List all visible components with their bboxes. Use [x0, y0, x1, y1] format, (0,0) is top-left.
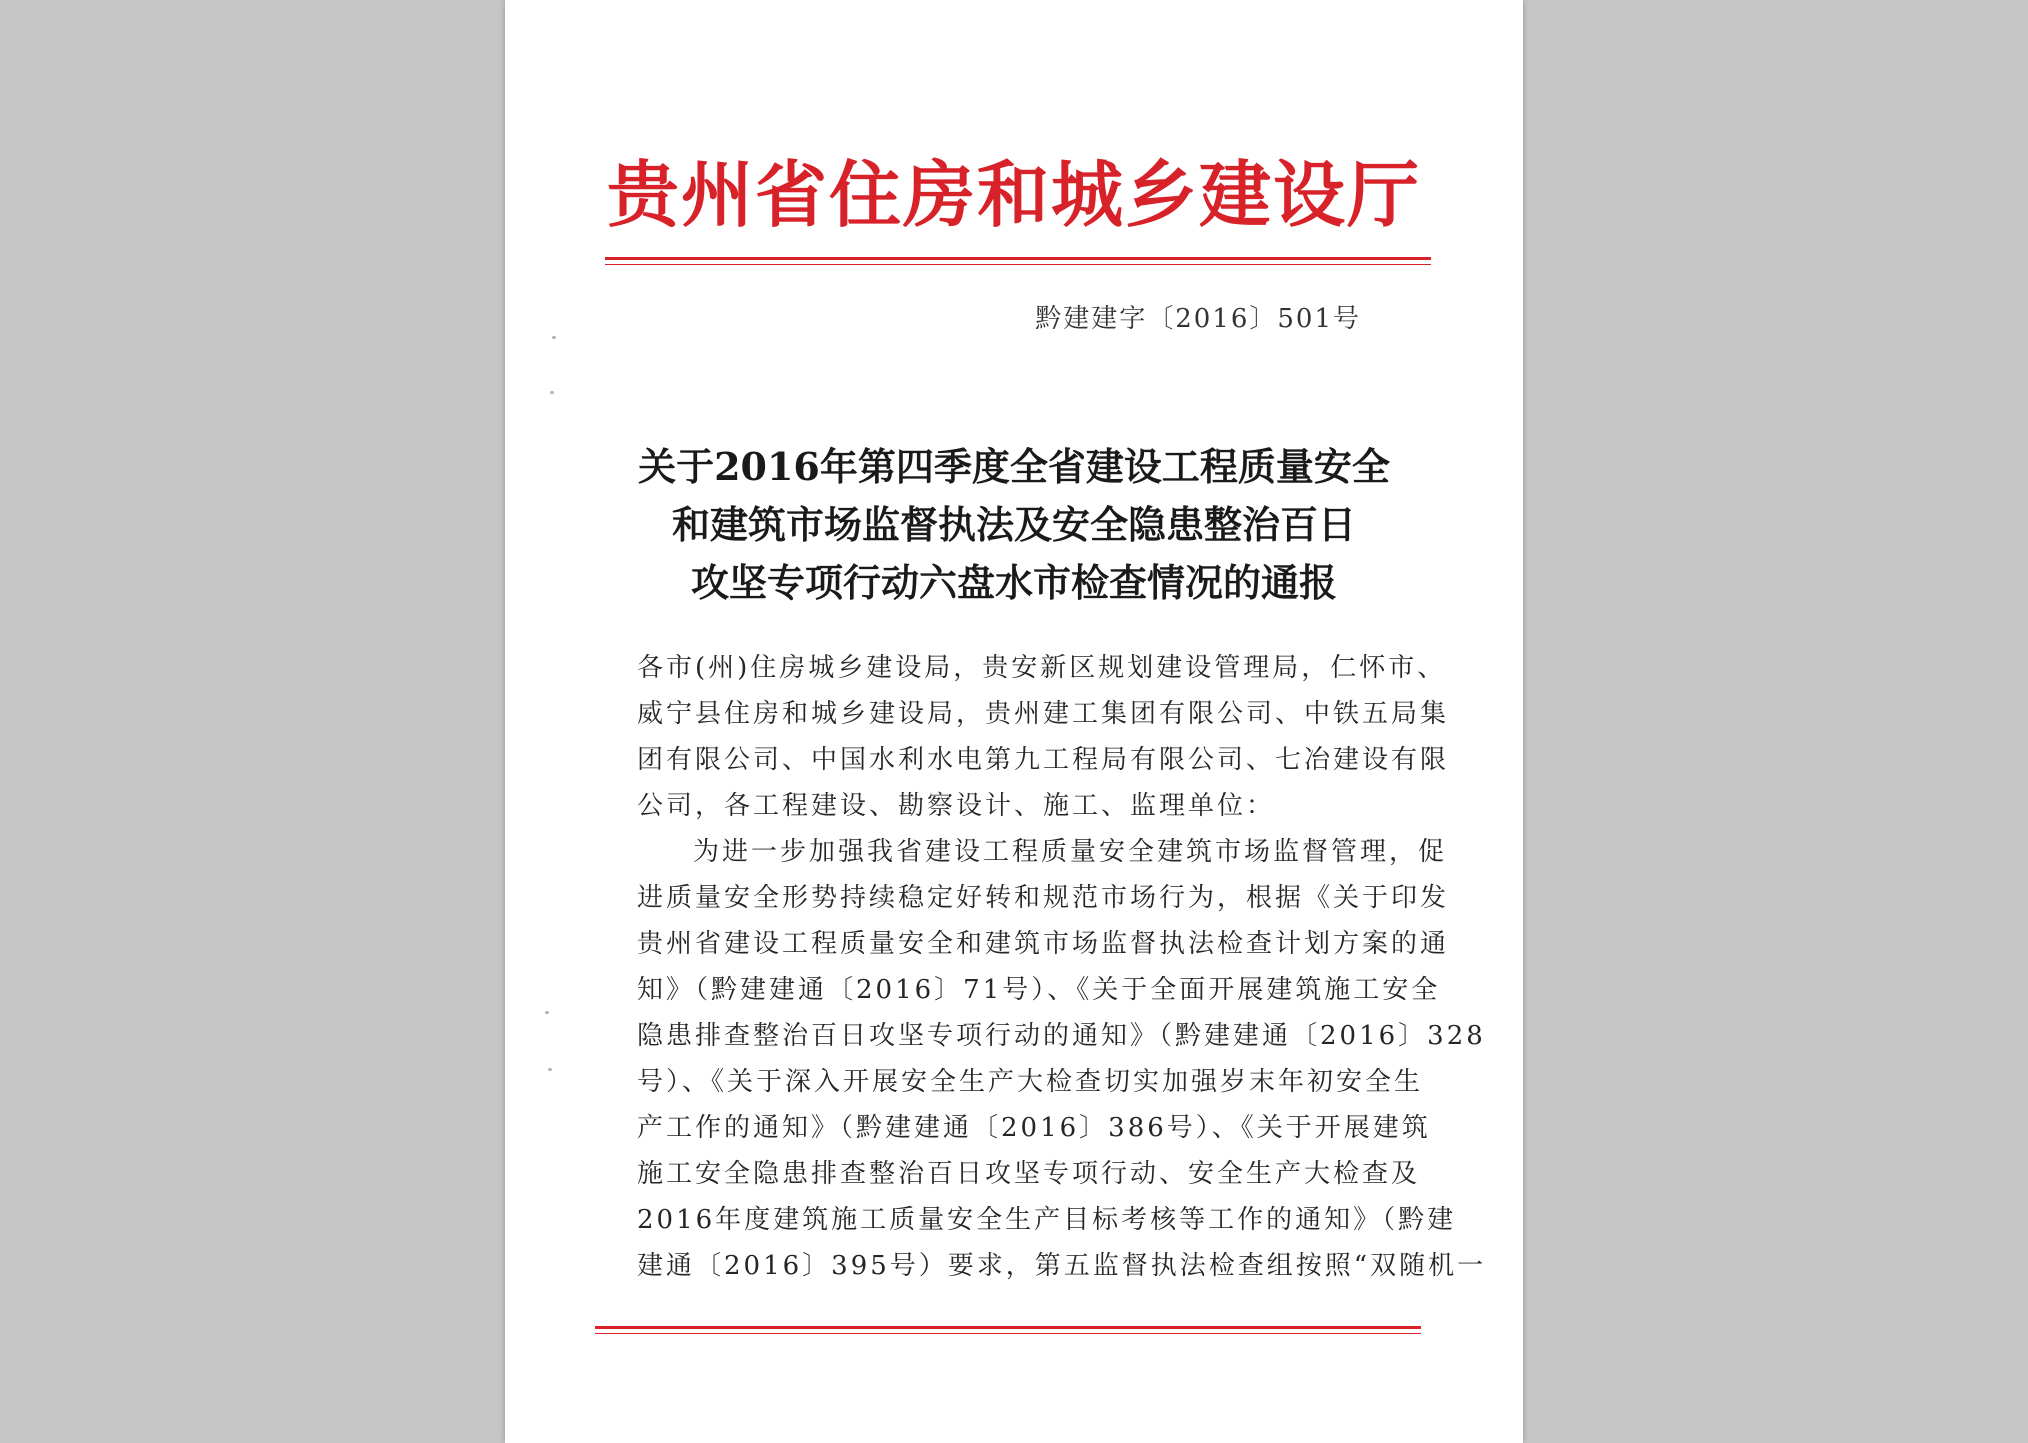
title-line: 攻坚专项行动六盘水市检查情况的通报 — [690, 560, 1337, 605]
scan-speck — [548, 1068, 552, 1071]
footer-red-rule — [595, 1326, 1421, 1334]
scan-speck — [552, 336, 556, 339]
letterhead-red-rule — [605, 257, 1431, 265]
body-line: 2016年度建筑施工质量安全生产目标考核等工作的通知》（黔建 — [637, 1205, 1457, 1235]
document-page — [505, 0, 1523, 1443]
body-line: 进质量安全形势持续稳定好转和规范市场行为，根据《关于印发 — [637, 883, 1450, 913]
body-line: 产工作的通知》（黔建建通〔2016〕386号）、《关于开展建筑 — [637, 1113, 1431, 1143]
body-line: 贵州省建设工程质量安全和建筑市场监督执法检查计划方案的通 — [637, 929, 1450, 959]
document-title — [625, 438, 1403, 612]
document-number: 黔建建字〔2016〕501号 — [1035, 304, 1361, 334]
body-line: 为进一步加强我省建设工程质量安全建筑市场监督管理，促 — [693, 837, 1448, 867]
title-line: 关于2016年第四季度全省建设工程质量安全 — [638, 444, 1390, 489]
document-body — [637, 645, 1487, 1289]
body-line: 施工安全隐患排查整治百日攻坚专项行动、安全生产大检查及 — [637, 1159, 1421, 1189]
scan-speck — [545, 1011, 549, 1014]
body-line: 各市(州)住房城乡建设局，贵安新区规划建设管理局，仁怀市、 — [637, 653, 1447, 683]
title-line: 和建筑市场监督执法及安全隐患整治百日 — [671, 502, 1356, 547]
agency-letterhead: 贵州省住房和城乡建设厅 — [606, 153, 1421, 237]
body-line: 隐患排查整治百日攻坚专项行动的通知》（黔建建通〔2016〕328 — [637, 1021, 1486, 1051]
body-line: 号）、《关于深入开展安全生产大检查切实加强岁末年初安全生 — [637, 1067, 1424, 1097]
body-line: 公司，各工程建设、勘察设计、施工、监理单位： — [637, 791, 1276, 821]
body-line: 知》（黔建建通〔2016〕71号）、《关于全面开展建筑施工安全 — [637, 975, 1441, 1005]
scan-speck — [550, 391, 554, 394]
body-line: 建通〔2016〕395号）要求，第五监督执法检查组按照“双随机一 — [637, 1251, 1487, 1281]
body-line: 团有限公司、中国水利水电第九工程局有限公司、七冶建设有限 — [637, 745, 1450, 775]
body-line: 威宁县住房和城乡建设局，贵州建工集团有限公司、中铁五局集 — [637, 699, 1450, 729]
